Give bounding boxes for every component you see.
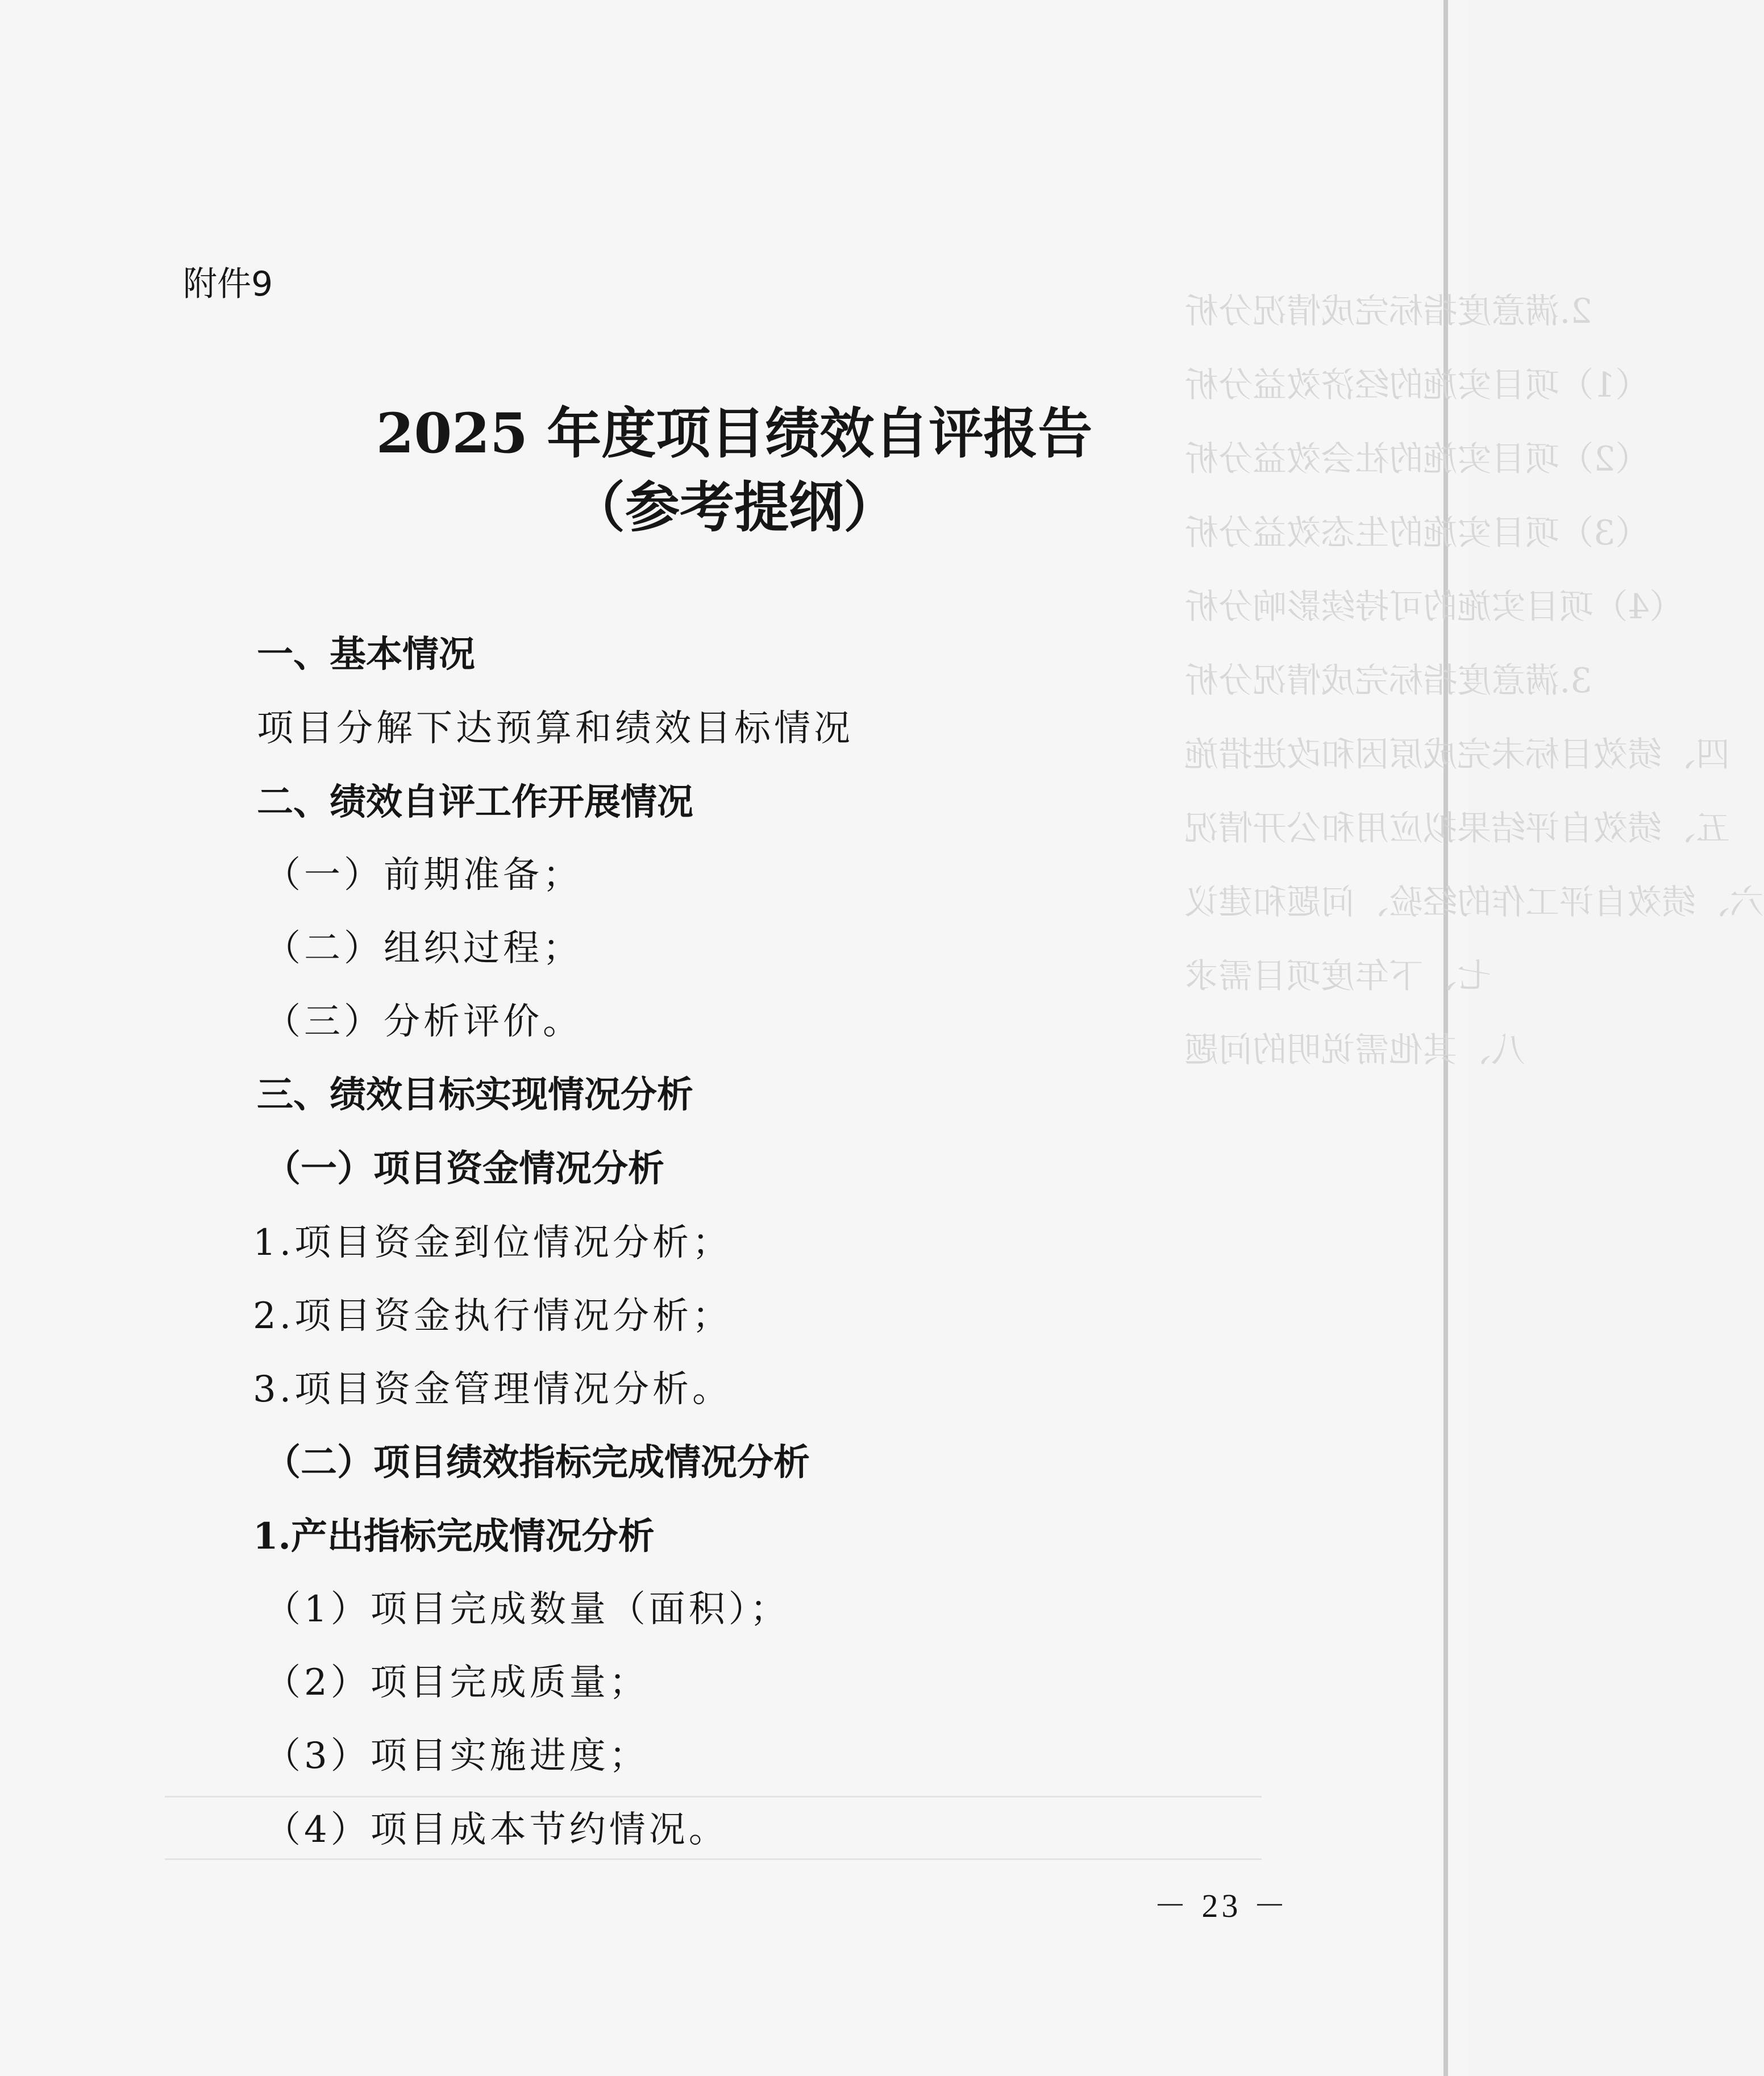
bleed-through-text: 2.满意度指标完成情况分析 <box>1184 292 1592 331</box>
bleed-through-rule <box>165 1796 1262 1798</box>
document-title: 2025 年度项目绩效自评报告 <box>376 401 1093 465</box>
bleed-through-text: 八、其他需说明的问题 <box>1184 1030 1525 1070</box>
bleed-through-text: （3）项目实施的生态效益分析 <box>1184 513 1650 553</box>
outline-heading: 一、基本情况 <box>257 634 475 676</box>
outline-item: （一）前期准备； <box>264 854 583 896</box>
outline-item: 3.项目资金管理情况分析。 <box>253 1368 733 1411</box>
outline-item: （4）项目成本节约情况。 <box>264 1809 729 1851</box>
outline-item: 1.项目资金到位情况分析； <box>253 1222 733 1264</box>
outline-item: （二）组织过程； <box>264 927 583 970</box>
document-subtitle: （参考提纲） <box>571 475 898 539</box>
bleed-through-text: （1）项目实施的经济效益分析 <box>1184 365 1650 405</box>
page-number: － 23 － <box>1154 1887 1290 1924</box>
outline-heading: 二、绩效自评工作开展情况 <box>257 781 693 823</box>
outline-item: （三）分析评价。 <box>264 1001 583 1043</box>
outline-heading: 三、绩效目标实现情况分析 <box>257 1074 693 1116</box>
outline-subheading: （一）项目资金情况分析 <box>264 1147 664 1190</box>
bleed-through-text: 七、下年度项目需求 <box>1184 956 1491 996</box>
bleed-through-text: 3.满意度指标完成情况分析 <box>1184 661 1592 701</box>
bleed-through-rule <box>165 1858 1262 1860</box>
outline-item: 项目分解下达预算和绩效目标情况 <box>257 708 854 750</box>
outline-item: （2）项目完成质量； <box>264 1662 649 1704</box>
outline-item: （1）项目完成数量（面积）； <box>264 1588 790 1630</box>
attachment-label: 附件9 <box>183 264 273 304</box>
outline-item: 2.项目资金执行情况分析； <box>253 1295 733 1337</box>
bleed-through-text: 五、绩效自评结果拟应用和公开情况 <box>1184 809 1730 848</box>
bleed-through-text: 四、绩效目标未完成原因和改进措施 <box>1184 735 1730 775</box>
bleed-through-text: （4）项目实施的可持续影响分析 <box>1184 587 1684 627</box>
bleed-through-text: （2）项目实施的社会效益分析 <box>1184 439 1650 479</box>
outline-item: （3）项目实施进度； <box>264 1735 649 1777</box>
outline-subheading: 1.产出指标完成情况分析 <box>253 1515 655 1558</box>
bleed-through-text: 六、绩效自评工作的经验、问题和建议 <box>1184 883 1764 922</box>
outline-subheading: （二）项目绩效指标完成情况分析 <box>264 1441 810 1484</box>
